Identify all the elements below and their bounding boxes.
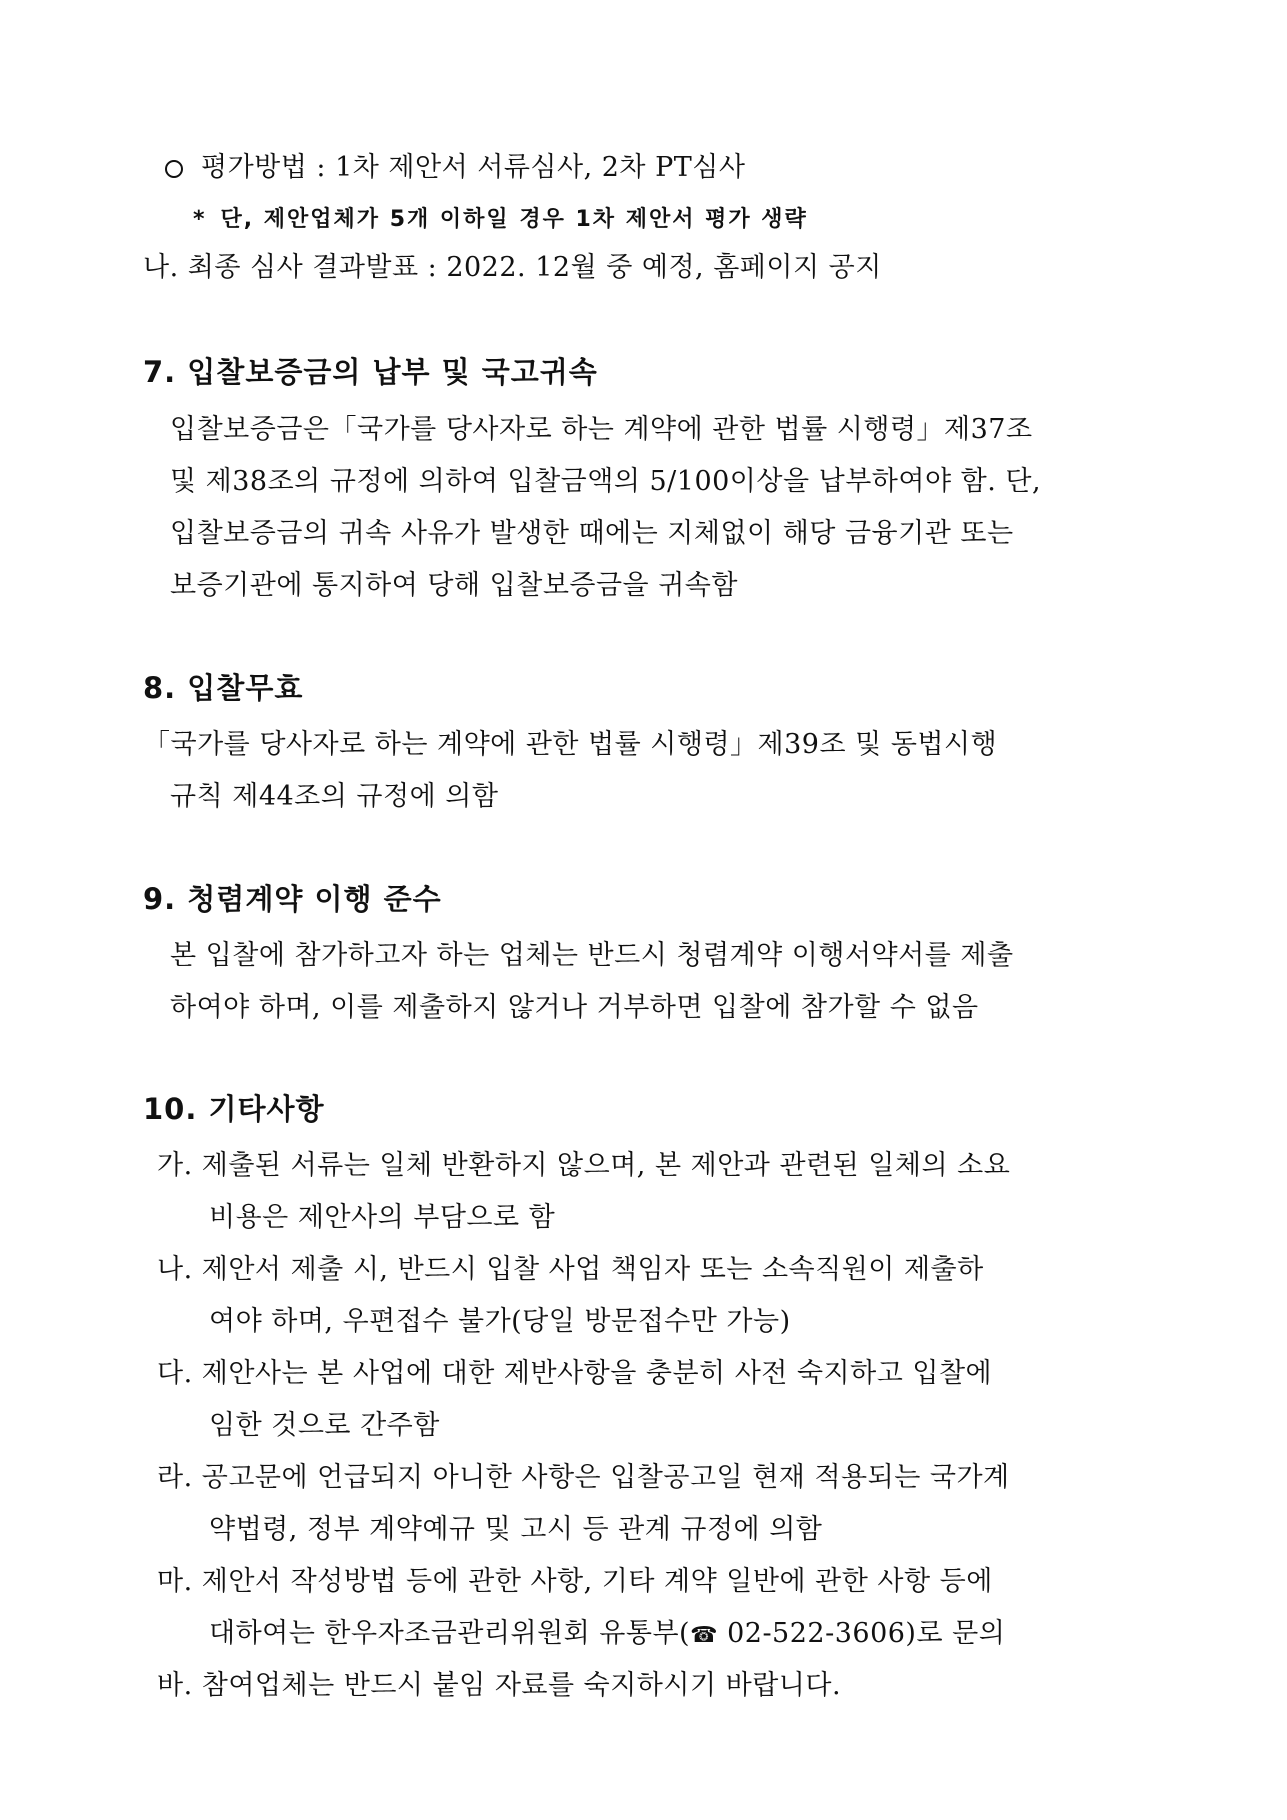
list-item-continuation: 대하여는 한우자조금관리위원회 유통부(☎ 02-522-3606)로 문의	[209, 1616, 1005, 1654]
list-item-continuation: 임한 것으로 간주함	[209, 1410, 440, 1441]
list-item: 마. 제안서 작성방법 등에 관한 사항, 기타 계약 일반에 관한 사항 등에	[157, 1566, 993, 1597]
section-7-heading: 7. 입찰보증금의 납부 및 국고귀속	[143, 355, 598, 389]
section-9-line: 본 입찰에 참가하고자 하는 업체는 반드시 청렴계약 이행서약서를 제출	[170, 940, 1014, 971]
section-7-line: 및 제38조의 규정에 의하여 입찰금액의 5/100이상을 납부하여야 함. 단,	[170, 466, 1042, 497]
list-item-continuation: 여야 하며, 우편접수 불가(당일 방문접수만 가능)	[209, 1306, 791, 1337]
list-item: 가. 제출된 서류는 일체 반환하지 않으며, 본 제안과 관련된 일체의 소요	[157, 1150, 1011, 1181]
section-8-line: 규칙 제44조의 규정에 의함	[170, 781, 499, 812]
list-item: 라. 공고문에 언급되지 아니한 사항은 입찰공고일 현재 적용되는 국가계	[157, 1462, 1010, 1493]
evaluation-method-line: 평가방법 : 1차 제안서 서류심사, 2차 PT심사	[165, 150, 745, 186]
section-7-line: 입찰보증금의 귀속 사유가 발생한 때에는 지체없이 해당 금융기관 또는	[170, 518, 1014, 549]
asterisk-icon: *	[193, 207, 207, 232]
list-item: 다. 제안사는 본 사업에 대한 제반사항을 충분히 사전 숙지하고 입찰에	[157, 1358, 993, 1389]
section-9-line: 하여야 하며, 이를 제출하지 않거나 거부하면 입찰에 참가할 수 없음	[170, 992, 979, 1023]
evaluation-note: * 단, 제안업체가 5개 이하일 경우 1차 제안서 평가 생략	[193, 207, 808, 232]
section-8-line: 「국가를 당사자로 하는 계약에 관한 법률 시행령」제39조 및 동법시행	[143, 729, 998, 760]
section-10-heading: 10. 기타사항	[143, 1092, 325, 1126]
list-item-continuation: 약법령, 정부 계약예규 및 고시 등 관계 규정에 의함	[209, 1514, 823, 1545]
list-item-continuation: 비용은 제안사의 부담으로 함	[209, 1202, 556, 1233]
section-7-line: 입찰보증금은「국가를 당사자로 하는 계약에 관한 법률 시행령」제37조	[170, 414, 1033, 445]
section-9-heading: 9. 청렴계약 이행 준수	[143, 882, 442, 916]
list-item: 바. 참여업체는 반드시 붙임 자료를 숙지하시기 바랍니다.	[157, 1670, 842, 1701]
section-8-heading: 8. 입찰무효	[143, 671, 304, 705]
phone-icon: ☎	[690, 1623, 718, 1648]
result-announcement-line: 나. 최종 심사 결과발표 : 2022. 12월 중 예정, 홈페이지 공지	[143, 252, 882, 283]
list-item: 나. 제안서 제출 시, 반드시 입찰 사업 책임자 또는 소속직원이 제출하	[157, 1254, 984, 1285]
circle-bullet-icon	[165, 160, 183, 178]
section-7-line: 보증기관에 통지하여 당해 입찰보증금을 귀속함	[170, 570, 738, 601]
